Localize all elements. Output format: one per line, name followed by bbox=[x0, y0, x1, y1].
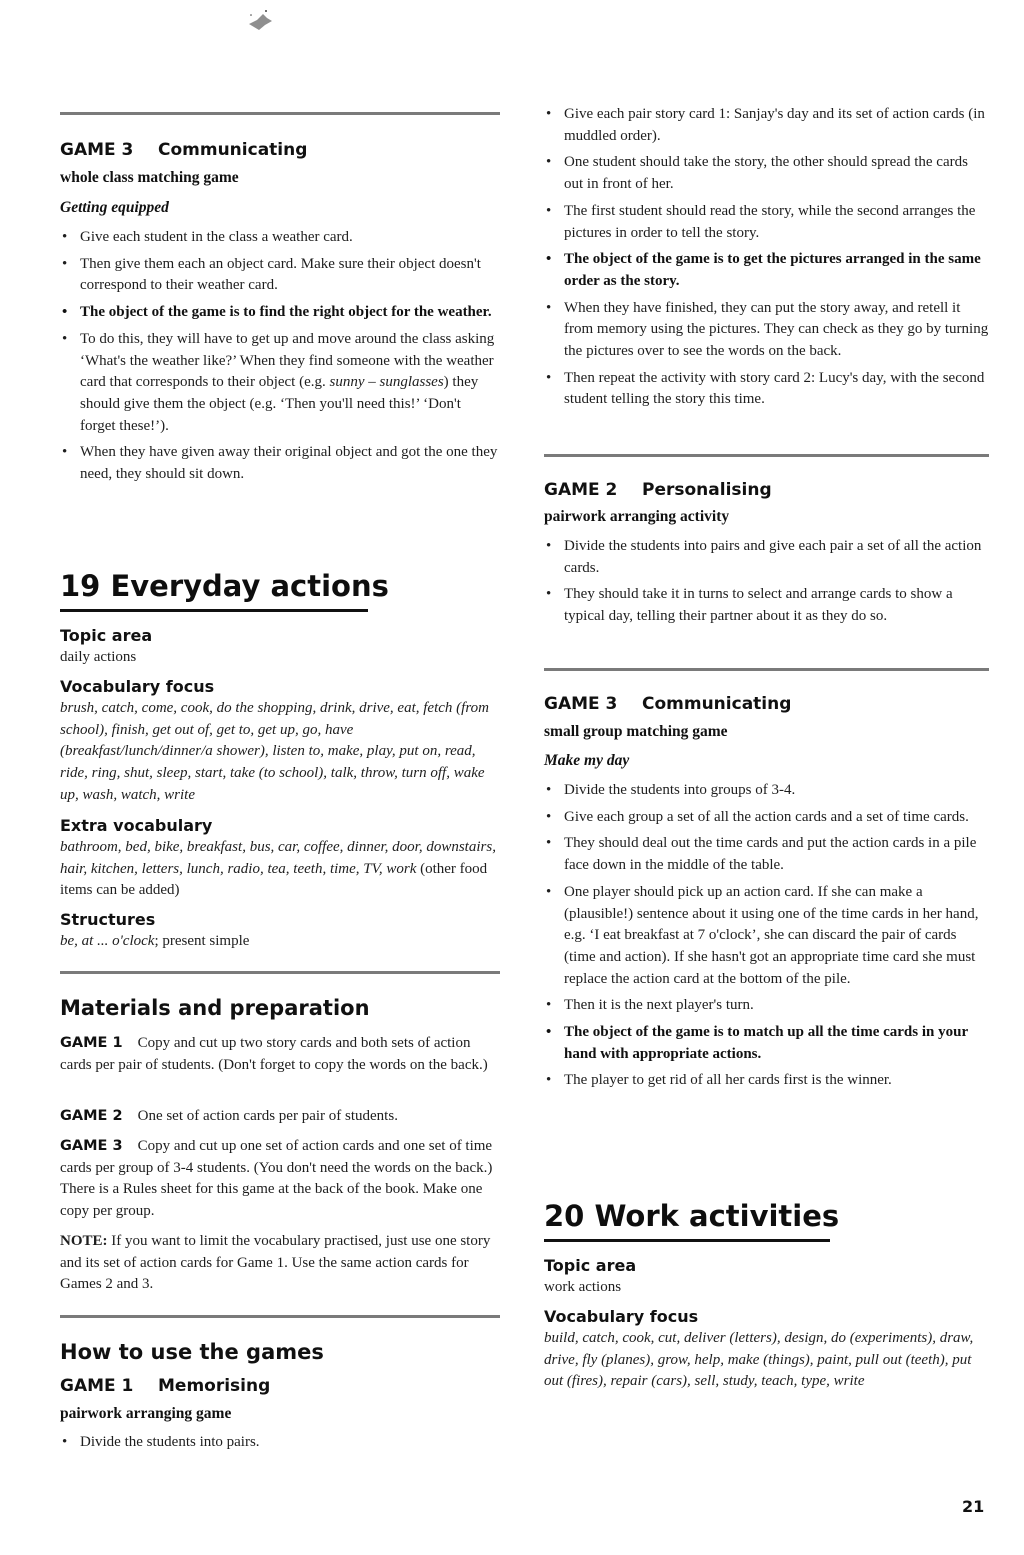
materials-game-text: One set of action cards per pair of students. bbox=[137, 1108, 398, 1124]
game-number: GAME 1 bbox=[60, 1376, 134, 1396]
section-20-title: 20 Work activities bbox=[544, 1199, 840, 1233]
game-number: GAME 3 bbox=[544, 694, 618, 714]
game-title: Communicating bbox=[642, 694, 792, 714]
extra-vocabulary-label: Extra vocabulary bbox=[60, 816, 213, 835]
vocabulary-focus-label: Vocabulary focus bbox=[544, 1307, 699, 1326]
game3-subheading: whole class matching game bbox=[60, 169, 239, 186]
how-to-use-heading: How to use the games bbox=[60, 1340, 324, 1364]
list-item: • When they have given away their original object and got the one they need, they should sit down. bbox=[60, 442, 500, 485]
make-my-day-heading: Make my day bbox=[544, 752, 630, 769]
extra-vocabulary-note: (other food items can be added) bbox=[60, 860, 488, 899]
vocabulary-focus-label: Vocabulary focus bbox=[60, 677, 215, 696]
list-item: • One student should take the story, the other should spread the cards out in front of her. bbox=[544, 152, 989, 195]
list-item: • Then repeat the activity with story card 2: Lucy's day, with the second student telling the story this time. bbox=[544, 368, 989, 411]
topic-area-label: Topic area bbox=[60, 626, 153, 645]
game2-subheading: pairwork arranging activity bbox=[544, 508, 730, 525]
divider-rule bbox=[60, 112, 500, 115]
divider-rule bbox=[60, 971, 500, 974]
list-item: • Give each student in the class a weather card. bbox=[60, 227, 500, 249]
materials-game-label: GAME 1 bbox=[60, 1035, 123, 1051]
structures-italic: be, at ... o'clock bbox=[60, 933, 155, 949]
topic-area-value: work actions bbox=[544, 1279, 622, 1295]
structures-tail: ; present simple bbox=[154, 933, 250, 949]
game2-heading bbox=[544, 479, 989, 501]
game2-bullet-list bbox=[544, 536, 989, 628]
list-item-objective: • The object of the game is to find the right object for the weather. bbox=[60, 302, 500, 324]
note-text: If you want to limit the vocabulary practised, just use one story and its set of action cards for Game 1. Use the same action cards for Games 2 and 3. bbox=[60, 1233, 491, 1293]
structures-label: Structures bbox=[60, 910, 156, 929]
game-number: GAME 2 bbox=[544, 480, 618, 500]
materials-game-label: GAME 2 bbox=[60, 1108, 123, 1124]
list-item bbox=[60, 329, 500, 438]
extra-vocabulary-words: bathroom, bed, bike, breakfast, bus, car, coffee, dinner, door, downstairs, hair, kitchen, letters, lunch, radio, tea, teeth, time, TV, work bbox=[60, 839, 496, 877]
section-19-title: 19 Everyday actions bbox=[60, 569, 389, 603]
list-item: • Divide the students into pairs. bbox=[60, 1432, 500, 1454]
materials-game-text: Copy and cut up one set of action cards and one set of time cards per group of 3-4 students. (You don't need the words on the back.) There is a Rules sheet for this game at the back of the book. Make one copy per group. bbox=[60, 1138, 493, 1220]
list-item: • Divide the students into groups of 3-4. bbox=[544, 780, 989, 802]
vocabulary-focus-list: build, catch, cook, cut, deliver (letters), design, do (experiments), draw, drive, fly (planes), grow, help, make (things), paint, pull out (teeth), put out (fires), repair (cars), sell, study, teach, type, write bbox=[544, 1330, 974, 1390]
note-label: NOTE: bbox=[60, 1233, 108, 1249]
game3-heading bbox=[544, 693, 989, 715]
materials-note bbox=[60, 1231, 500, 1296]
materials-heading: Materials and preparation bbox=[60, 996, 370, 1020]
game3-bullet-list bbox=[60, 227, 500, 486]
divider-rule bbox=[544, 454, 989, 457]
getting-equipped-heading: Getting equipped bbox=[60, 199, 169, 216]
section-title-underline bbox=[60, 609, 368, 612]
list-item: • The player to get rid of all her cards first is the winner. bbox=[544, 1070, 989, 1092]
list-item: • Then it is the next player's turn. bbox=[544, 995, 989, 1017]
list-item: • Divide the students into pairs and give each pair a set of all the action cards. bbox=[544, 536, 989, 579]
game1-heading bbox=[60, 1375, 500, 1397]
game1-continued-bullets bbox=[544, 104, 989, 411]
game-title: Communicating bbox=[158, 140, 308, 160]
list-item: • They should deal out the time cards and put the action cards in a pile face down in the middle of the table. bbox=[544, 833, 989, 876]
game3-subheading: small group matching game bbox=[544, 723, 728, 740]
materials-game-label: GAME 3 bbox=[60, 1138, 123, 1154]
extra-vocabulary-list bbox=[60, 837, 500, 902]
list-item: • They should take it in turns to select and arrange cards to show a typical day, telling their partner about it as they do so. bbox=[544, 584, 989, 627]
list-item: • Then give them each an object card. Make sure their object doesn't correspond to their weather card. bbox=[60, 254, 500, 297]
game1-subheading: pairwork arranging game bbox=[60, 1405, 232, 1422]
game-number: GAME 3 bbox=[60, 140, 134, 160]
game3-heading bbox=[60, 139, 500, 161]
list-item: • One player should pick up an action card. If she can make a (plausible!) sentence about it using one of the time cards in her hand, e.g. ‘I eat breakfast at 7 o'clock’, she can discard the pair of cards (time and action). If she hasn't got an appropriate time card she must replace the action card at the bottom of the pile. bbox=[544, 882, 989, 991]
scan-speck-mark bbox=[245, 8, 275, 34]
list-item: • Give each pair story card 1: Sanjay's day and its set of action cards (in muddled order). bbox=[544, 104, 989, 147]
list-item-objective: • The object of the game is to match up all the time cards in your hand with appropriate actions. bbox=[544, 1022, 989, 1065]
topic-area-value: daily actions bbox=[60, 649, 137, 665]
divider-rule bbox=[60, 1315, 500, 1318]
topic-area-label: Topic area bbox=[544, 1256, 637, 1275]
bullet-italic-text: sunny – sunglasses bbox=[329, 374, 444, 391]
divider-rule bbox=[544, 668, 989, 671]
materials-game3 bbox=[60, 1136, 500, 1223]
bullet-text-tail: ) they should give them the object (e.g. ‘Then you'll need this!’ ‘Don't forget these!’). bbox=[80, 374, 479, 434]
materials-game-text: Copy and cut up two story cards and both sets of action cards per pair of students. (Don't forget to copy the words on the back.) bbox=[60, 1035, 488, 1073]
game-title: Personalising bbox=[642, 480, 772, 500]
game3-bullet-list bbox=[544, 780, 989, 1092]
list-item: • Give each group a set of all the action cards and a set of time cards. bbox=[544, 807, 989, 829]
list-item: • When they have finished, they can put the story away, and retell it from memory using the pictures. They can check as they go by turning the pictures over to see the words on the back. bbox=[544, 298, 989, 363]
bullet-text: To do this, they will have to get up and move around the class asking ‘What's the weather like?’ When they find someone with the weather card that corresponds to their object (e.g. bbox=[80, 330, 495, 391]
page-number: 21 bbox=[962, 1497, 985, 1516]
structures-value bbox=[60, 931, 500, 953]
materials-game1 bbox=[60, 1033, 500, 1076]
list-item-objective: • The object of the game is to get the pictures arranged in the same order as the story. bbox=[544, 249, 989, 292]
vocabulary-focus-list: brush, catch, come, cook, do the shopping, drink, drive, eat, fetch (from school), finish, get out of, get to, get up, go, have (breakfast/lunch/dinner/a shower), listen to, make, play, put on, read, ride, ring, shut, sleep, start, take (to school), talk, throw, turn off, wake up, wash, watch, write bbox=[60, 700, 489, 803]
game1-bullet-list bbox=[60, 1432, 500, 1454]
game-title: Memorising bbox=[158, 1376, 271, 1396]
list-item: • The first student should read the story, while the second arranges the pictures in order to tell the story. bbox=[544, 201, 989, 244]
section-title-underline bbox=[544, 1239, 830, 1242]
materials-game2 bbox=[60, 1106, 500, 1128]
